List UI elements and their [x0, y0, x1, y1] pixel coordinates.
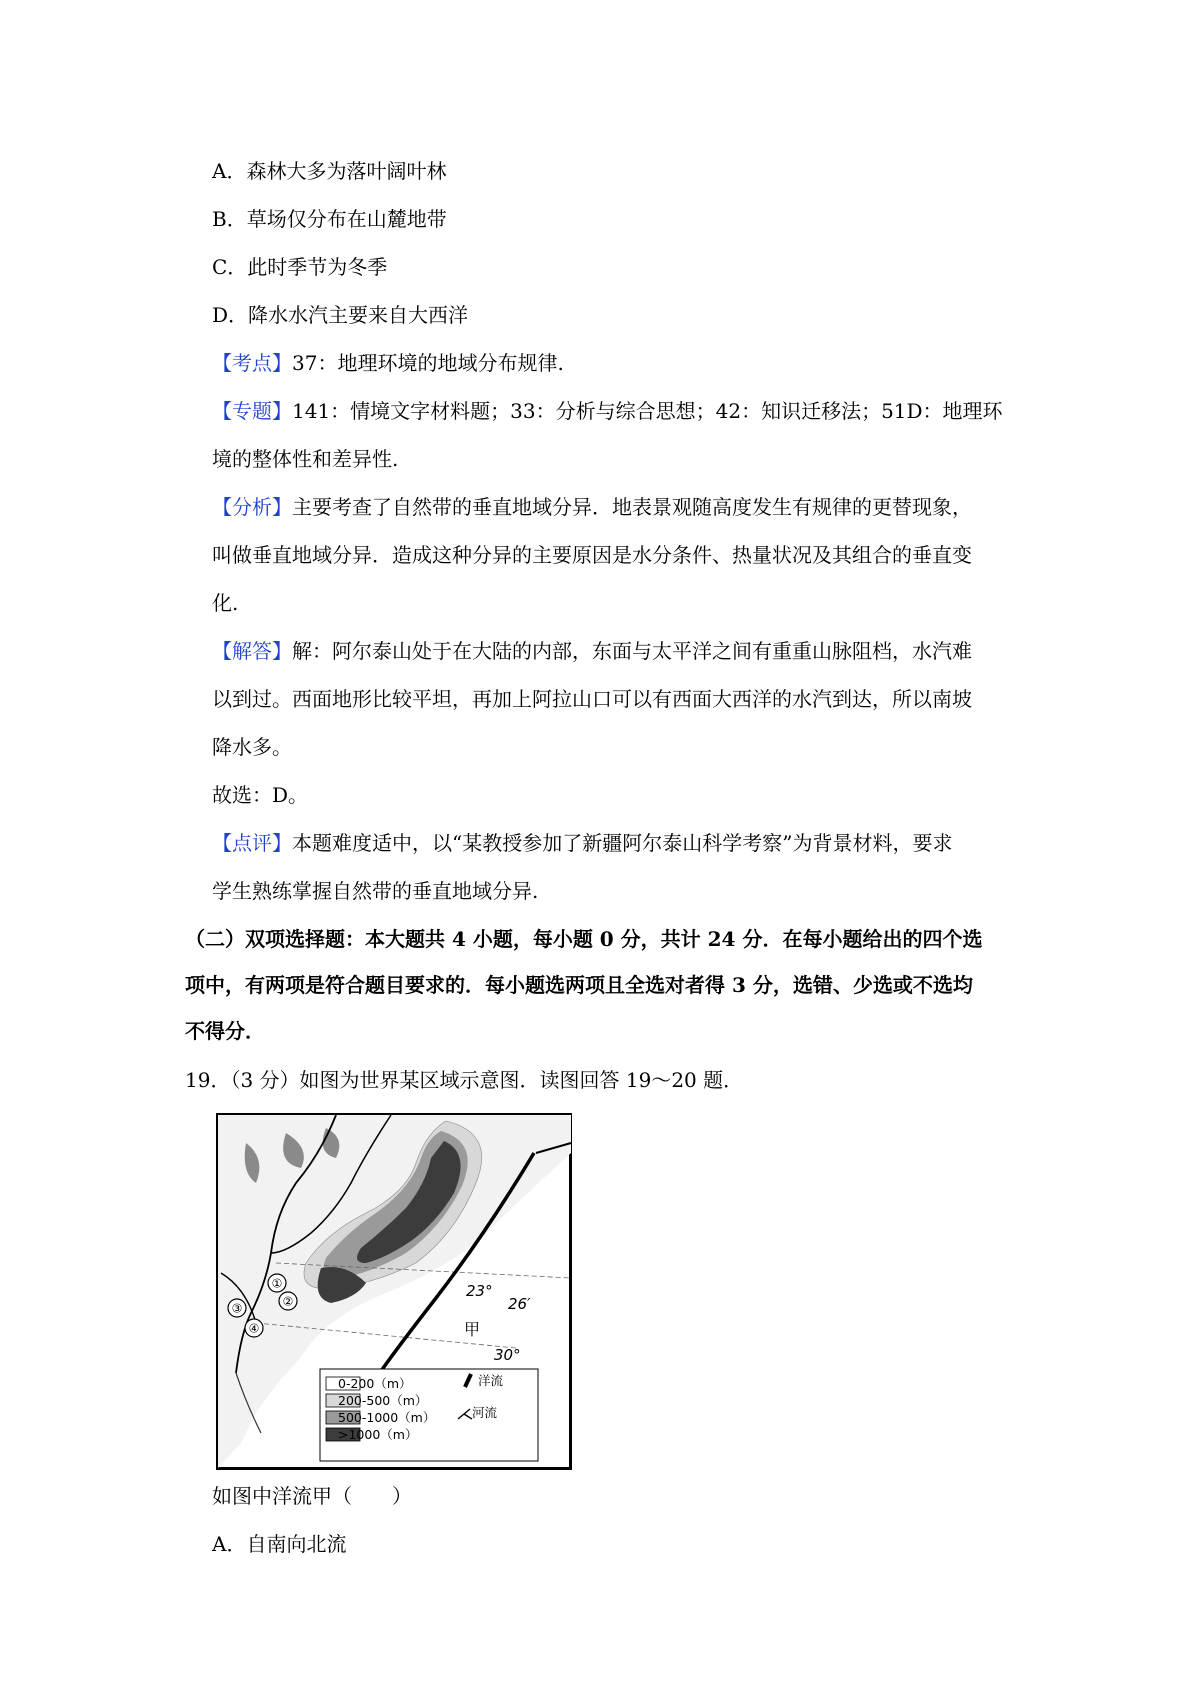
zhuanti-line-1	[212, 397, 1003, 425]
lat-label-26: 26′	[508, 1295, 531, 1313]
question-19-stem: 19．（3 分）如图为世界某区域示意图．读图回答 19～20 题．	[185, 1068, 744, 1092]
lat-label-23: 23°	[466, 1282, 493, 1300]
jieda-line-1	[212, 637, 972, 665]
fenxi-line-1	[212, 493, 972, 521]
legend-item-above-1000	[326, 1427, 417, 1442]
jieda-line-3: 降水多。	[212, 735, 292, 759]
fenxi-line-3: 化.	[212, 591, 239, 615]
section-heading-line-1: （二）双项选择题：本大题共 4 小题，每小题 0 分，共计 24 分．在每小题给出的四个选	[185, 927, 983, 951]
option-b: B．草场仅分布在山麓地带	[212, 207, 447, 231]
svg-text:①: ①	[271, 1276, 283, 1291]
dianping-line-1	[212, 829, 952, 857]
question-19-prompt: 如图中洋流甲（ ）	[212, 1484, 412, 1508]
section-heading-line-3: 不得分．	[185, 1019, 265, 1043]
lat-label-30: 30°	[494, 1346, 521, 1364]
legend-item-500-1000	[326, 1410, 435, 1425]
zhuanti-tag: 【专题】	[212, 399, 292, 423]
jieda-text-1: 解：阿尔泰山处于在大陆的内部，东面与太平洋之间有重重山脉阻档，水汽难	[292, 639, 972, 663]
legend-label-500-1000: 500-1000（m）	[338, 1410, 436, 1425]
option-c: C．此时季节为冬季	[212, 255, 388, 279]
jieda-line-2: 以到过。西面地形比较平坦，再加上阿拉山口可以有西面大西洋的水汽到达，所以南坡	[212, 687, 972, 711]
legend-label-above-1000: >1000（m）	[338, 1427, 418, 1442]
point-3	[228, 1299, 246, 1317]
dianping-tag: 【点评】	[212, 831, 292, 855]
fenxi-text-1: 主要考查了自然带的垂直地域分异．地表景观随高度发生有规律的更替现象，	[292, 495, 972, 519]
question-19-option-a: A．自南向北流	[212, 1532, 347, 1556]
option-a: A．森林大多为落叶阔叶林	[212, 159, 447, 183]
point-4	[245, 1319, 263, 1337]
zhuanti-text-1: 141：情境文字材料题；33：分析与综合思想；42：知识迁移法；51D：地理环	[292, 399, 1003, 423]
section-heading-line-2: 项中，有两项是符合题目要求的．每小题选两项且全选对者得 3 分，选错、少选或不选均	[185, 973, 973, 997]
point-2	[279, 1292, 297, 1310]
legend-label-0-200: 0-200（m）	[338, 1376, 412, 1391]
legend-item-200-500	[326, 1393, 427, 1408]
option-d: D．降水水汽主要来自大西洋	[212, 303, 469, 327]
svg-text:②: ②	[282, 1294, 294, 1309]
legend-label-river: 河流	[472, 1405, 498, 1420]
legend-label-200-500: 200-500（m）	[338, 1393, 428, 1408]
svg-text:④: ④	[248, 1321, 260, 1336]
region-map-svg	[216, 1113, 572, 1470]
legend-item-0-200	[326, 1376, 412, 1391]
kaodian-line	[212, 349, 564, 377]
answer-line: 故选：D。	[212, 783, 309, 807]
legend-label-current: 洋流	[478, 1373, 504, 1388]
dianping-text-1: 本题难度适中，以“某教授参加了新疆阿尔泰山科学考察”为背景材料，要求	[292, 831, 953, 855]
svg-text:③: ③	[231, 1301, 243, 1316]
zhuanti-line-2: 境的整体性和差异性.	[212, 447, 399, 471]
dianping-line-2: 学生熟练掌握自然带的垂直地域分异.	[212, 879, 539, 903]
region-map	[216, 1113, 572, 1470]
map-legend	[320, 1369, 538, 1461]
jieda-tag: 【解答】	[212, 639, 292, 663]
current-label-jia: 甲	[464, 1320, 481, 1339]
fenxi-tag: 【分析】	[212, 495, 292, 519]
kaodian-text: 37：地理环境的地域分布规律.	[292, 351, 564, 375]
point-1	[268, 1274, 286, 1292]
fenxi-line-2: 叫做垂直地域分异．造成这种分异的主要原因是水分条件、热量状况及其组合的垂直变	[212, 543, 972, 567]
kaodian-tag: 【考点】	[212, 351, 292, 375]
